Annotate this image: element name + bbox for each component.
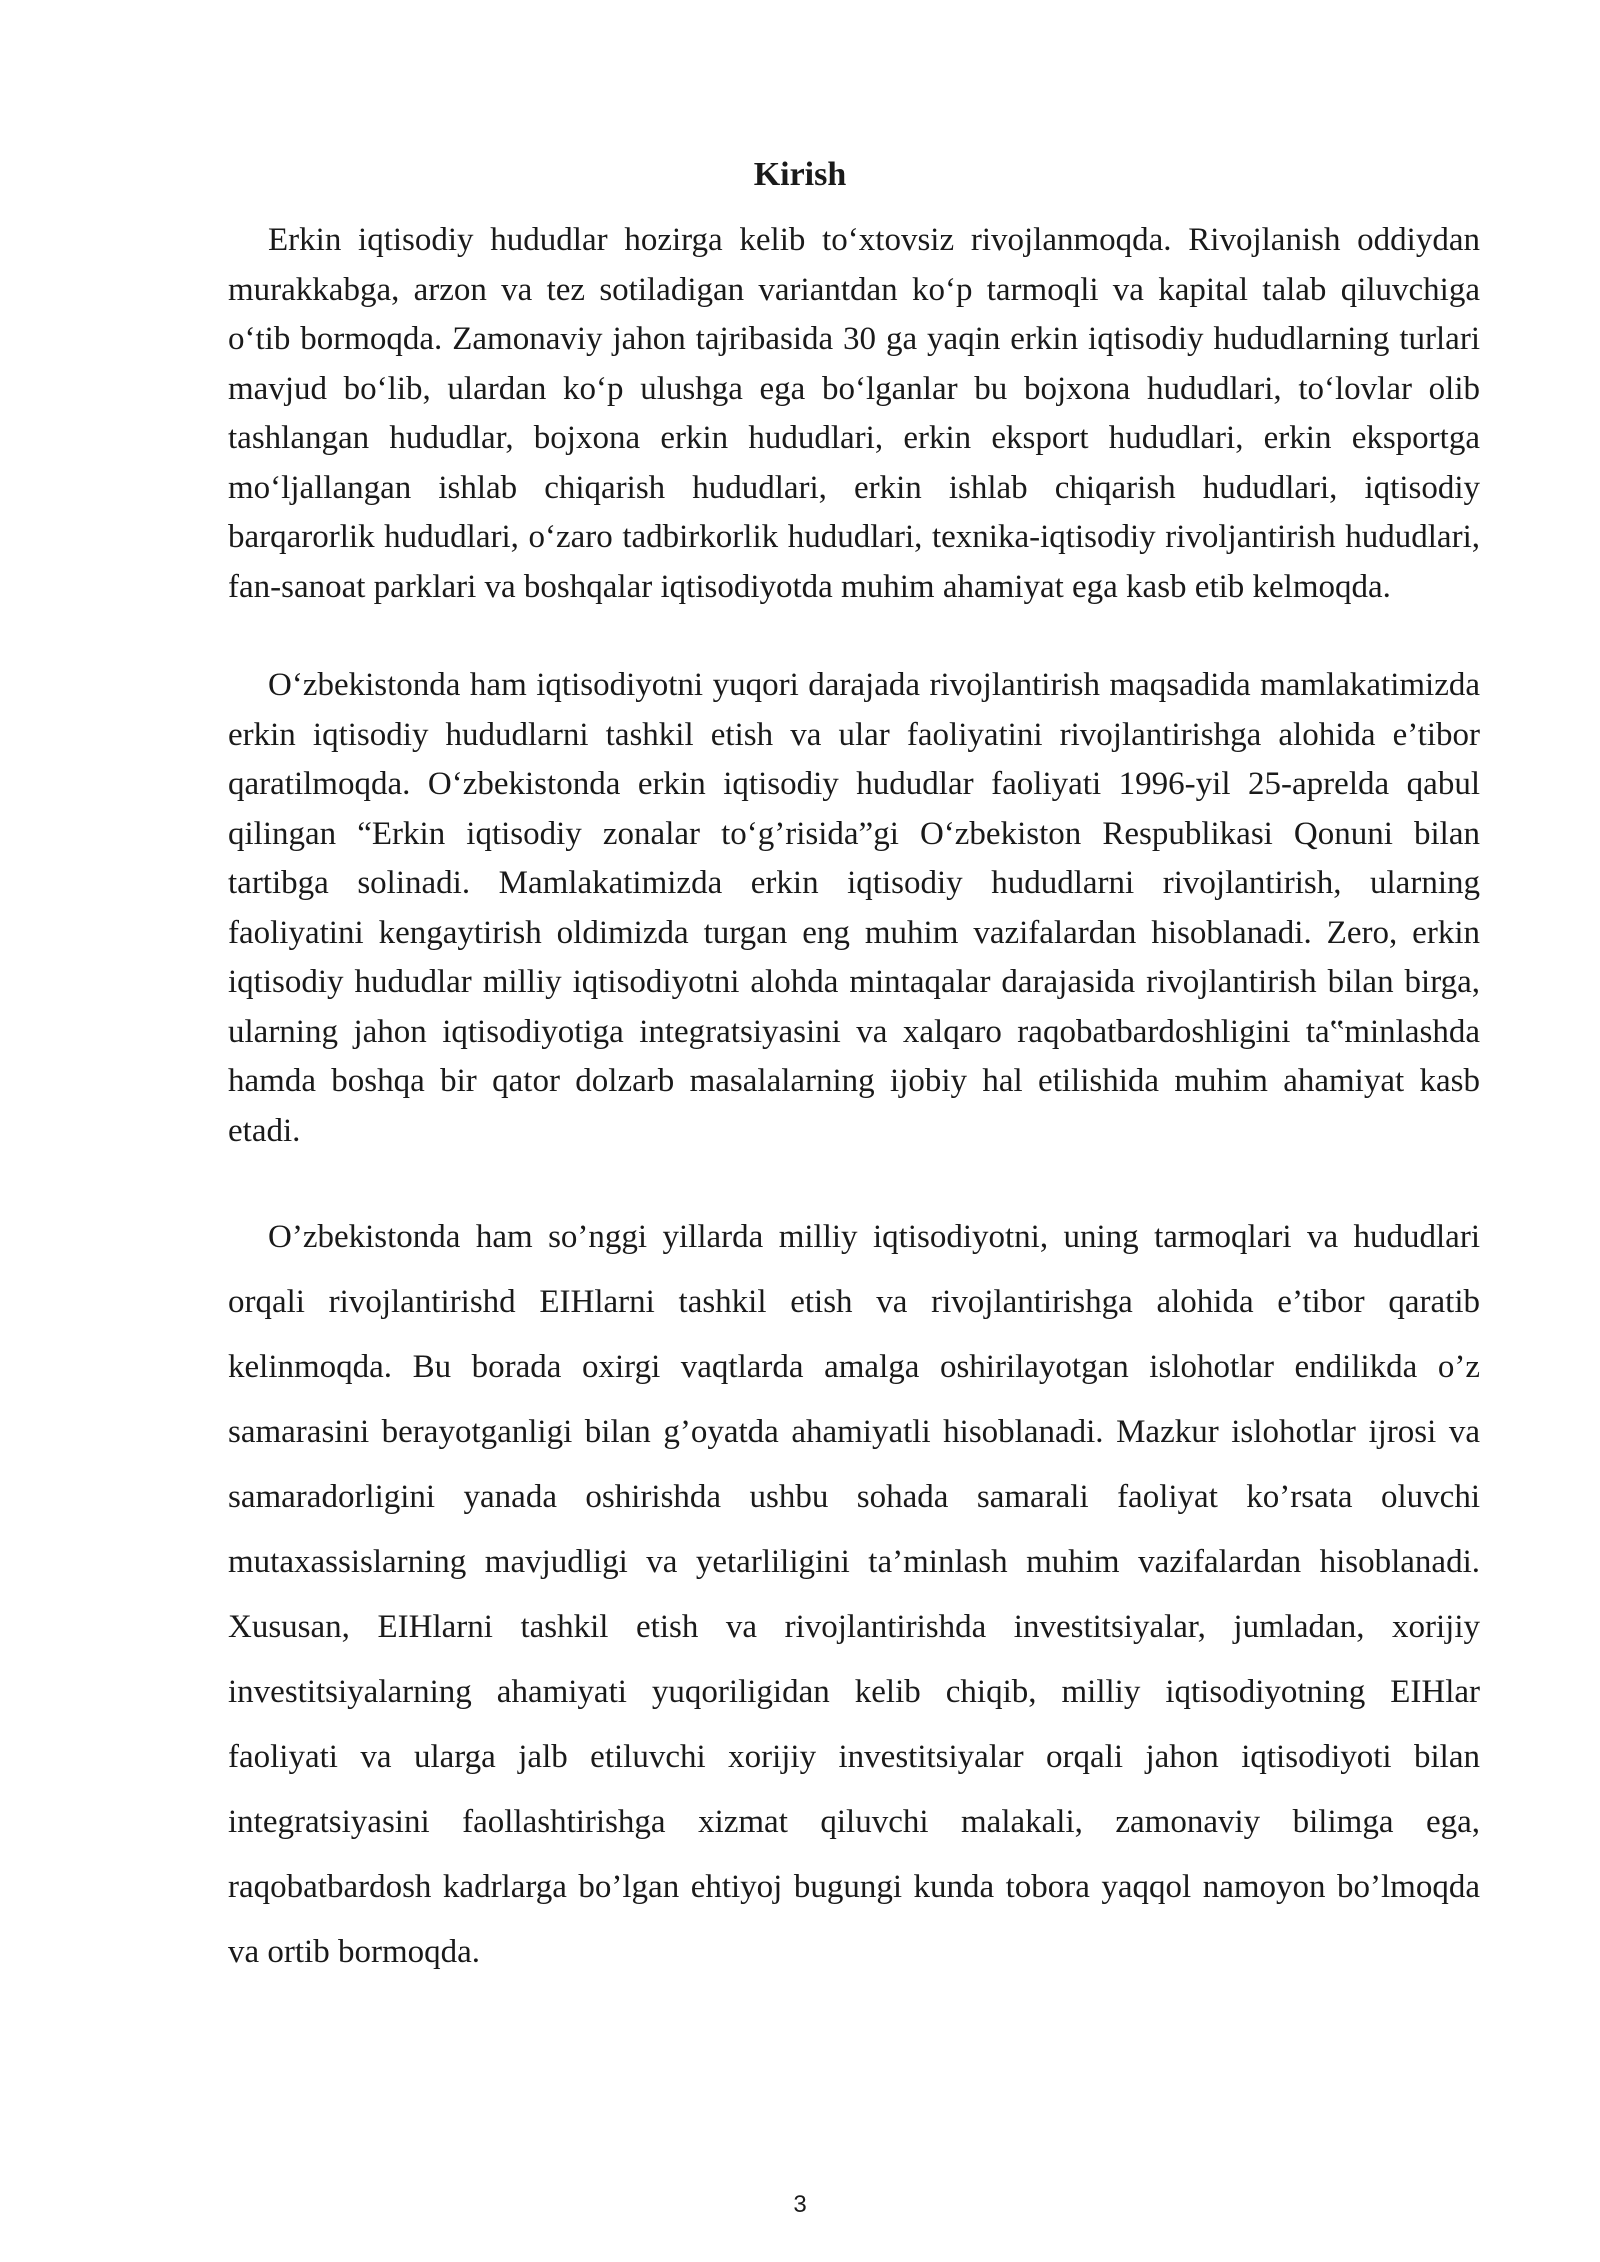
section-heading: Kirish — [753, 156, 847, 193]
paragraph-1: Erkin iqtisodiy hududlar hozirga kelib to‘xtovsiz rivojlanmoqda. Rivojlanish oddiydan murakkabga, arzon va tez sotiladigan variantdan ko‘p tarmoqli va kapital talab qiluvchiga o‘tib bormoqda. Zamonaviy jahon tajribasida 30 ga yaqin erkin iqtisodiy hududlarning turlari mavjud bo‘lib, ulardan ko‘p ulushga ega bo‘lganlar bu bojxona hududlari, to‘lovlar olib tashlangan hududlar, bojxona erkin hududlari, erkin eksport hududlari, erkin eksportga mo‘ljallangan ishlab chiqarish hududlari, erkin ishlab chiqarish hududlari, iqtisodiy barqarorlik hududlari, o‘zaro tadbirkorlik hududlari, texnika-iqtisodiy rivoljantirish hududlari, fan-sanoat parklari va boshqalar iqtisodiyotda muhim ahamiyat ega kasb etib kelmoqda. — [228, 222, 1480, 605]
page-number: 3 — [793, 2191, 807, 2218]
paragraph-2: O‘zbekistonda ham iqtisodiyotni yuqori darajada rivojlantirish maqsadida mamlakatimizda erkin iqtisodiy hududlarni tashkil etish va ular faoliyatini rivojlantirishga alohida e’tibor qaratilmoqda. O‘zbekistonda erkin iqtisodiy hududlar faoliyati 1996-yil 25-aprelda qabul qilingan “Erkin iqtisodiy zonalar to‘g’risida”gi O‘zbekiston Respublikasi Qonuni bilan tartibga solinadi. Mamlakatimizda erkin iqtisodiy hududlarni rivojlantirish, ularning faoliyatini kengaytirish oldimizda turgan eng muhim vazifalardan hisoblanadi. Zero, erkin iqtisodiy hududlar milliy iqtisodiyotni alohda mintaqalar darajasida rivojlantirish bilan birga, ularning jahon iqtisodiyotiga integratsiyasini va xalqaro raqobatbardoshligini ta‟minlashda hamda boshqa bir qator dolzarb masalalarning ijobiy hal etilishida muhim ahamiyat kasb etadi. — [228, 667, 1480, 1149]
paragraph-3: O’zbekistonda ham so’nggi yillarda milliy iqtisodiyotni, uning tarmoqlari va hududlari orqali rivojlantirishd EIHlarni tashkil etish va rivojlantirishga alohida e’tibor qaratib kelinmoqda. Bu borada oxirgi vaqtlarda amalga oshirilayotgan islohotlar endilikda o’z samarasini berayotganligi bilan g’oyatda ahamiyatli hisoblanadi. Mazkur islohotlar ijrosi va samaradorligini yanada oshirishda ushbu sohada samarali faoliyat ko’rsata oluvchi mutaxassislarning mavjudligi va yetarliligini ta’minlash muhim vazifalardan hisoblanadi. Xususan, EIHlarni tashkil etish va rivojlantirishda investitsiyalar, jumladan, xorijiy investitsiyalarning ahamiyati yuqoriligidan kelib chiqib, milliy iqtisodiyotning EIHlar faoliyati va ularga jalb etiluvchi xorijiy investitsiyalar orqali jahon iqtisodiyoti bilan integratsiyasini faollashtirishga xizmat qiluvchi malakali, zamonaviy bilimga ega, raqobatbardosh kadrlarga bo’lgan ehtiyoj bugungi kunda tobora yaqqol namoyon bo’lmoqda va ortib bormoqda. — [228, 1219, 1480, 1970]
